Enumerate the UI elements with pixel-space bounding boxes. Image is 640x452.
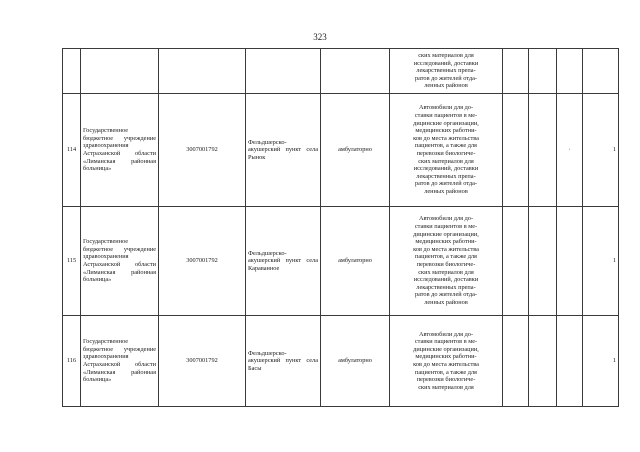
- vehicle-purpose: [390, 316, 503, 407]
- empty-cell: [529, 316, 557, 407]
- inn-code: 3007001792: [159, 316, 246, 407]
- row-number: 116: [63, 316, 81, 407]
- vehicle-count: 1: [583, 316, 619, 407]
- empty-cell: [503, 49, 529, 94]
- vehicle-count: 1: [583, 94, 619, 207]
- empty-cell: [529, 207, 557, 316]
- mark-cell: [557, 207, 583, 316]
- table-row: [63, 94, 619, 207]
- empty-cell: [503, 207, 529, 316]
- care-mode: амбулаторно: [321, 316, 390, 407]
- vehicle-purpose: [390, 207, 503, 316]
- organization-name: Государственное бюджетное учреждение здравоохранения Астраханской области «Лиманская районная больница»: [81, 207, 159, 316]
- vehicle-count: 1: [583, 207, 619, 316]
- vehicle-purpose-text: Автомобили для до- ставки пациентов в ме- дицинские организации, медицинских работни- ков до места жительства пациентов, а также для перевозки биологиче- ских материалов для: [413, 330, 479, 391]
- empty-cell: [529, 49, 557, 94]
- care-mode: [321, 49, 390, 94]
- facilities-table: [62, 48, 619, 407]
- mark-cell: ·: [557, 94, 583, 207]
- mark-cell: [557, 316, 583, 407]
- organization-name: Государственное бюджетное учреждение здравоохранения Астраханской области «Лиманская районная больница»: [81, 316, 159, 407]
- inn-code: 3007001792: [159, 94, 246, 207]
- care-mode: амбулаторно: [321, 207, 390, 316]
- row-number: 115: [63, 207, 81, 316]
- care-mode: амбулаторно: [321, 94, 390, 207]
- vehicle-purpose: [390, 49, 503, 94]
- empty-cell: [529, 94, 557, 207]
- organization-name: Государственное бюджетное учреждение здравоохранения Астраханской области «Лиманская районная больница»: [81, 94, 159, 207]
- mark-cell: [557, 49, 583, 94]
- row-number: 114: [63, 94, 81, 207]
- facility-name: [246, 49, 321, 94]
- vehicle-purpose: [390, 94, 503, 207]
- vehicle-purpose-text: ских материалов для исследований, доставки лекарственных препа- ратов до жителей отда- ленных районов: [413, 52, 479, 90]
- page-number: 323: [313, 32, 327, 42]
- table-row: [63, 316, 619, 407]
- vehicle-count: [583, 49, 619, 94]
- vehicle-purpose-text: Автомобили для до- ставки пациентов в ме- дицинские организации, медицинских работни- ков до места жительства пациентов, а также для перевозки биологиче- ских материалов для исследований, доставки лекарственных препа- ратов до жителей отда- ленных районов: [413, 104, 479, 195]
- vehicle-purpose-text: Автомобили для до- ставки пациентов в ме- дицинские организации, медицинских работни- ков до места жительства пациентов, а также для перевозки биологиче- ских материалов для исследований, доставки лекарственных препа- ратов до жителей отда- ленных районов: [413, 215, 479, 306]
- empty-cell: [503, 94, 529, 207]
- inn-code: [159, 49, 246, 94]
- table-row: [63, 207, 619, 316]
- facility-name: Фельдшерско-акушерский пункт села Рынок: [246, 94, 321, 207]
- facility-name: Фельдшерско-акушерский пункт села Басы: [246, 316, 321, 407]
- facility-name: Фельдшерско-акушерский пункт села Караванное: [246, 207, 321, 316]
- row-number: [63, 49, 81, 94]
- inn-code: 3007001792: [159, 207, 246, 316]
- empty-cell: [503, 316, 529, 407]
- organization-name: [81, 49, 159, 94]
- table-row: [63, 49, 619, 94]
